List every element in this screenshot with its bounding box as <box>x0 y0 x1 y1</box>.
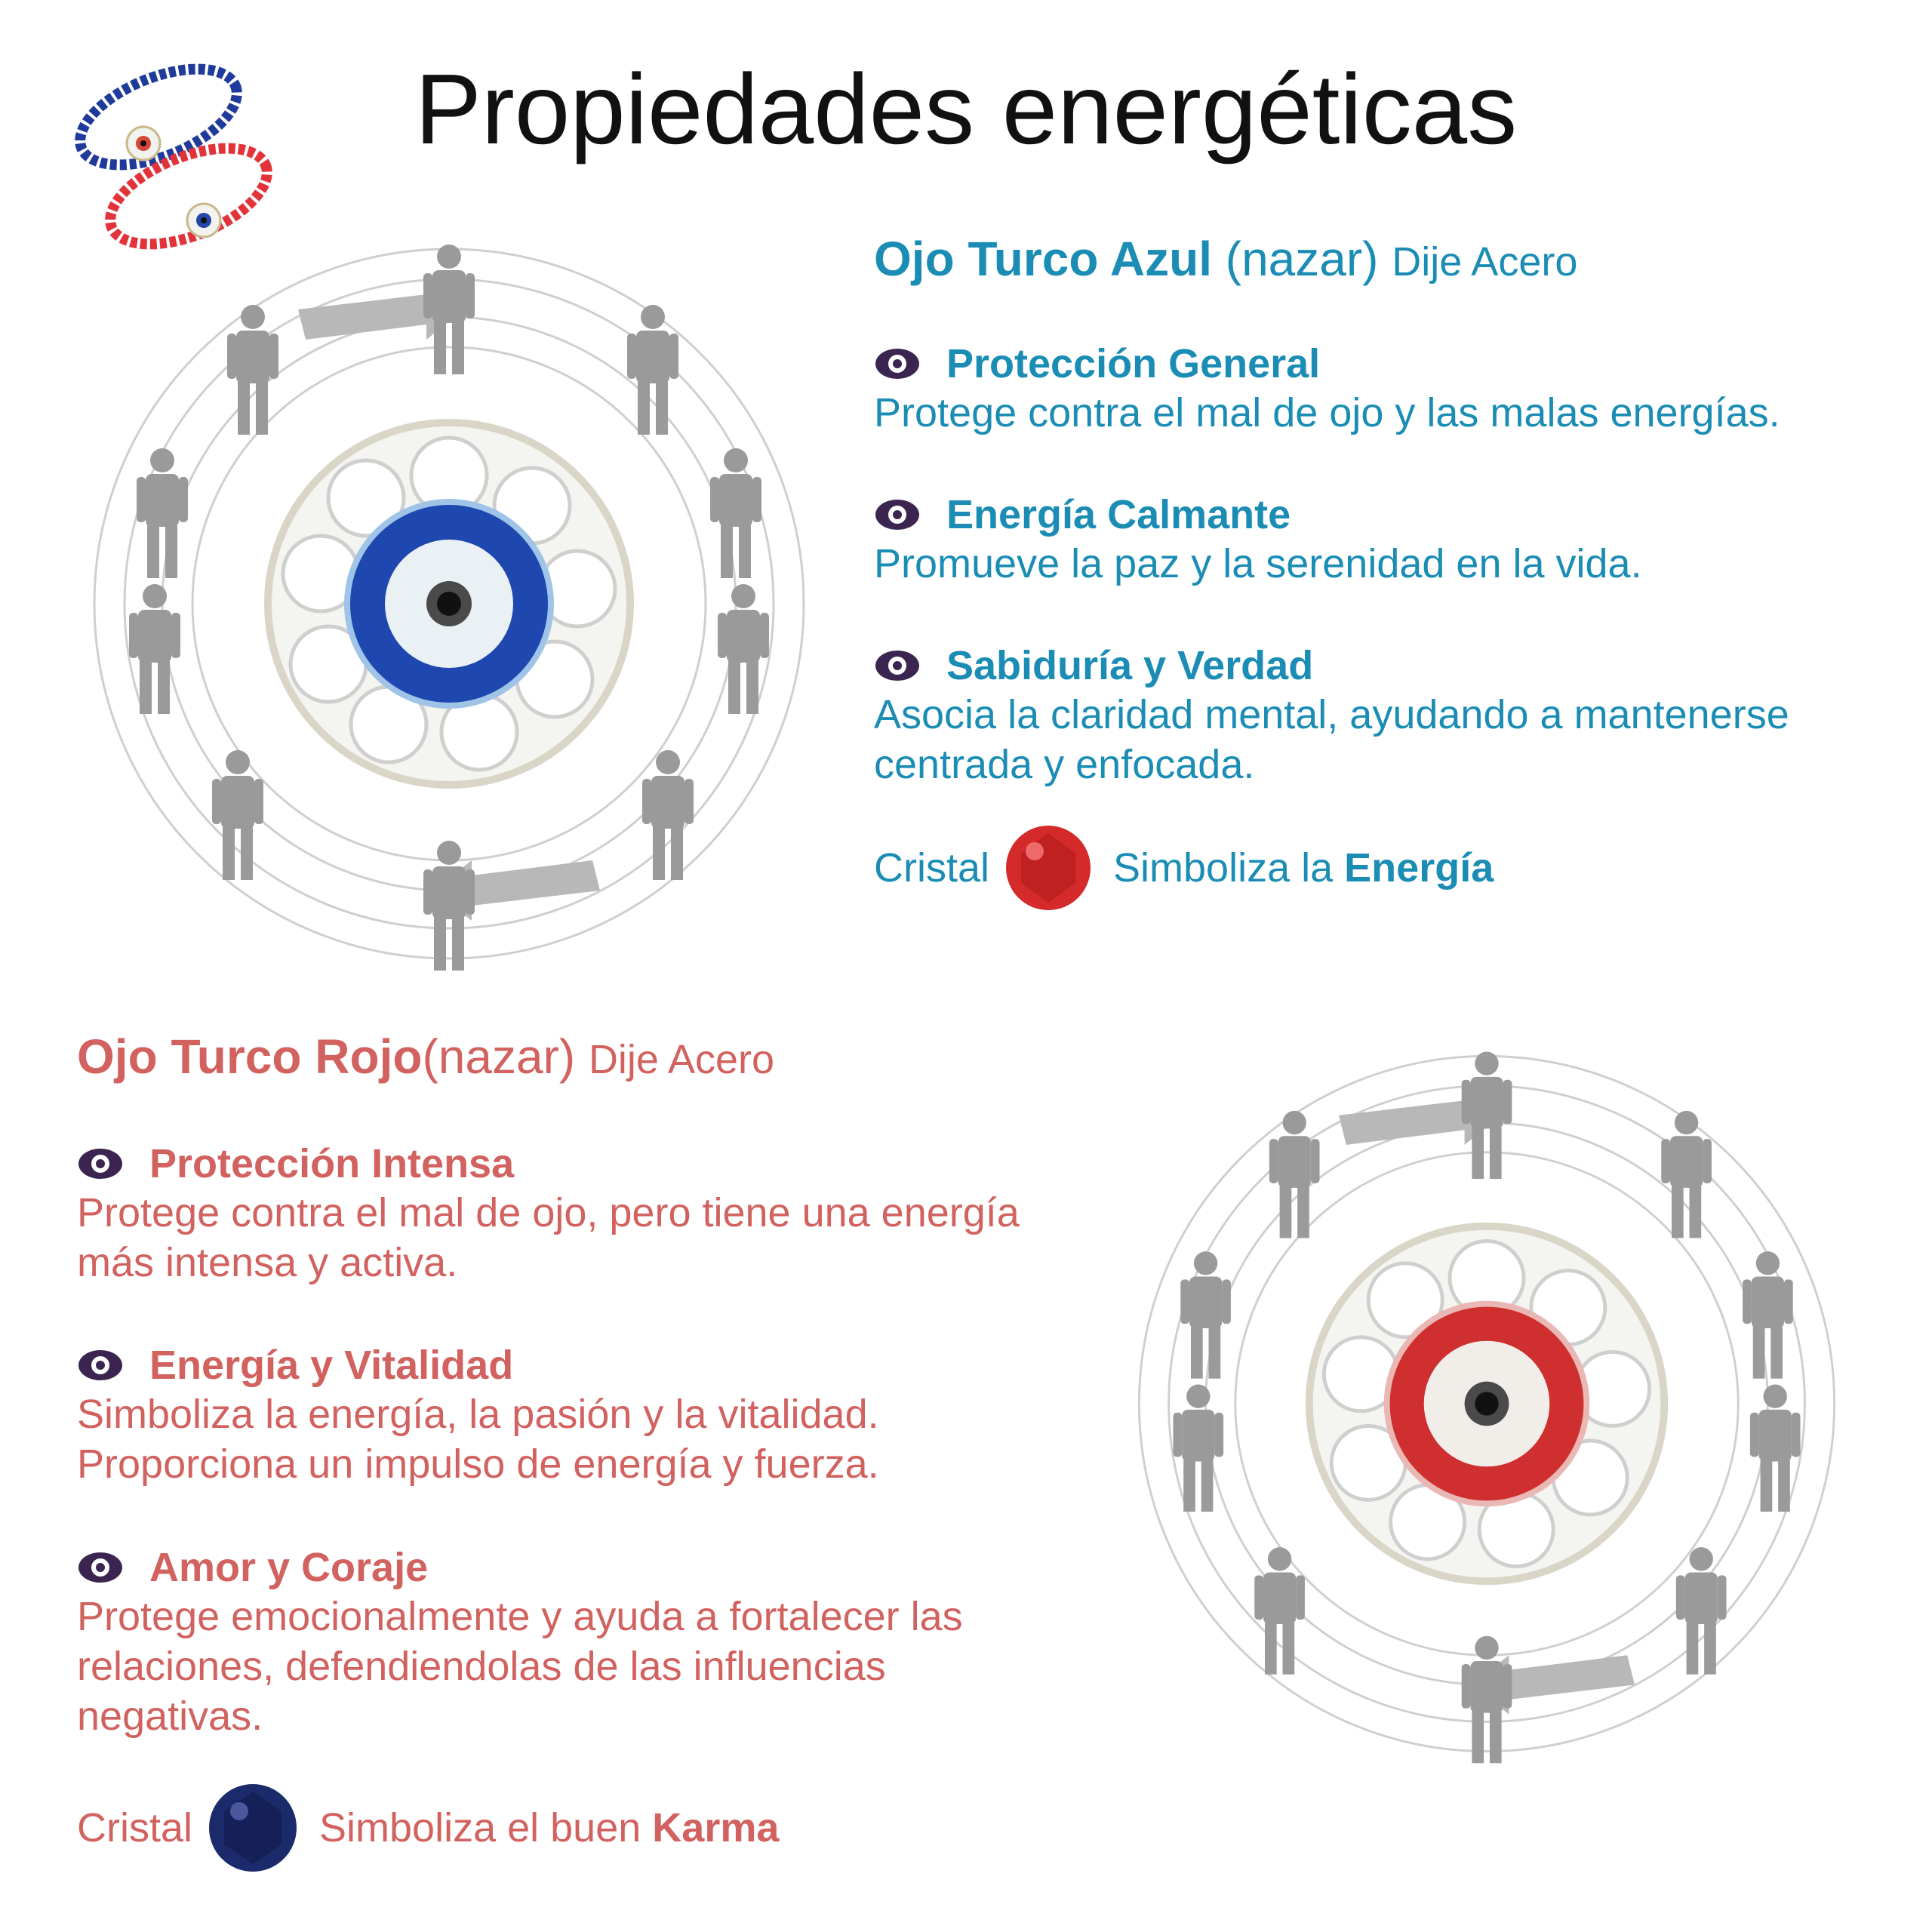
red-item-1-heading: Protección Intensa <box>149 1141 515 1186</box>
blue-item-3-text: Asocia la claridad mental, ayudando a mantenerse centrada y enfocada. <box>874 692 1789 787</box>
red-item-3-heading: Amor y Coraje <box>149 1545 429 1590</box>
blue-section-name: Ojo Turco Azul <box>874 232 1212 286</box>
red-section-paren: (nazar) <box>422 1029 576 1084</box>
blue-item-1-text: Protege contra el mal de ojo y las malas energías. <box>874 390 1780 435</box>
red-section-name: Ojo Turco Rojo <box>77 1029 423 1084</box>
eye-bullet-icon <box>874 647 921 685</box>
eye-bullet-icon <box>874 345 921 383</box>
blue-nazar-illustration <box>72 226 826 981</box>
blue-crystal-row <box>874 823 1494 913</box>
red-item-2-text: Simboliza la energía, la pasión y la vitalidad. Proporciona un impulso de energía y fuerza. <box>77 1392 879 1487</box>
red-nazar-illustration <box>1117 1034 1857 1774</box>
red-crystal-label: Cristal <box>77 1805 193 1850</box>
blue-crystal-label: Cristal <box>874 845 990 891</box>
blue-item-1-heading: Protección General <box>946 341 1321 386</box>
red-crystal-bead <box>1003 823 1094 913</box>
blue-section-suffix: Dije Acero <box>1392 239 1578 285</box>
page-title: Propiedades energéticas <box>414 54 1518 165</box>
eye-bullet-icon <box>77 1346 124 1384</box>
blue-crystal-bold: Energía <box>1344 845 1494 891</box>
red-crystal-text: Simboliza el buen <box>319 1805 641 1850</box>
eye-bullet-icon <box>77 1549 124 1586</box>
blue-item-2-text: Promueve la paz y la serenidad en la vida. <box>874 541 1642 586</box>
red-crystal-bold: Karma <box>652 1805 780 1850</box>
red-item-1-text: Protege contra el mal de ojo, pero tiene una energía más intensa y activa. <box>77 1190 1020 1285</box>
red-item-2-heading: Energía y Vitalidad <box>149 1343 514 1388</box>
red-crystal-row <box>77 1781 779 1875</box>
blue-crystal-text: Simboliza la <box>1113 845 1334 891</box>
blue-crystal-bead <box>206 1781 300 1875</box>
eye-bullet-icon <box>77 1145 124 1183</box>
blue-section-title <box>874 230 1577 291</box>
blue-item-3 <box>874 641 1855 789</box>
eye-bullet-icon <box>874 496 921 534</box>
red-section-title <box>77 1028 774 1088</box>
red-section-suffix: Dije Acero <box>588 1037 775 1082</box>
blue-item-2-heading: Energía Calmante <box>946 492 1291 537</box>
blue-section-paren: (nazar) <box>1225 232 1379 286</box>
red-item-3-text: Protege emocionalmente y ayuda a fortalecer las relaciones, defendiendolas de las influencias negativas. <box>77 1594 963 1739</box>
red-item-3 <box>77 1543 1073 1741</box>
blue-item-2 <box>874 491 1855 589</box>
red-item-1 <box>77 1140 1103 1287</box>
blue-item-1 <box>874 340 1855 438</box>
blue-item-3-heading: Sabiduría y Verdad <box>946 643 1314 688</box>
red-item-2 <box>77 1341 983 1489</box>
